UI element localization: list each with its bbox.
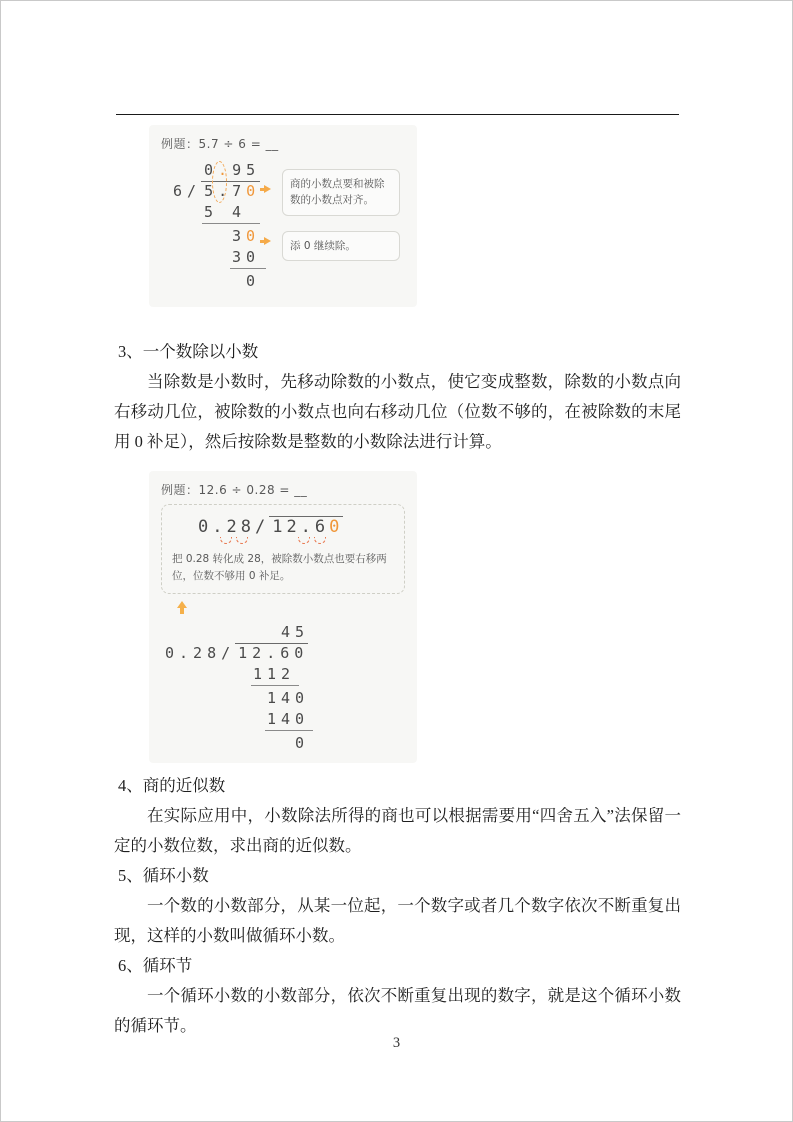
section4-heading: 4、商的近似数 [118,776,226,795]
callout-add-zero: 添 0 继续除。 [282,231,400,261]
division-slash: / [254,517,270,537]
dividend-main: 12.6 [238,643,295,662]
transform-divisor: 0.28 [198,517,255,537]
up-arrow-icon [177,601,187,614]
right-arrow-icon [260,237,272,246]
dividend-appended-zero: 0 [294,643,309,662]
subtraction-row-1: 5 4 [204,203,247,221]
quotient-row: 45 [281,622,310,641]
example1-title: 例题：5.7 ÷ 6 = __ [161,137,279,151]
dividend-main: 5.7 [204,182,247,200]
example2-long-division [161,622,405,754]
section6-heading: 6、循环节 [118,956,193,975]
transform-dividend-zero: 0 [329,517,344,537]
subtraction-row-2: 30 [232,248,261,266]
decimal-align-ellipse [212,161,227,203]
subtraction-row-1: 112 [253,664,296,683]
section5-body: 一个数的小数部分，从某一位起，一个数字或者几个数字依次不断重复出现，这样的小数叫做循环小数。 [114,896,681,945]
transform-dividend [269,516,343,537]
decimal-shift-arc-icon [298,537,310,544]
transformed-expression [198,515,394,545]
remainder-row-1: 140 [267,688,310,707]
page-number: 3 [392,1035,401,1051]
decimal-shift-arc-icon [236,537,248,544]
content-column [114,125,681,1041]
appended-zero: 0 [246,227,261,245]
transform-note: 把 0.28 转化成 28，被除数小数点也要右移两位，位数不够用 0 补足。 [172,553,387,582]
dividend-appended-zero: 0 [246,182,261,200]
dividend [201,181,260,200]
divisor: 6 [173,182,188,200]
divisor: 0.28 [165,643,222,662]
remainder-digit: 3 [232,227,247,245]
section5-heading: 5、循环小数 [118,866,209,885]
section3-heading: 3、一个数除以小数 [118,342,259,361]
quotient-decimal-point: . [218,161,233,179]
section6-body: 一个循环小数的小数部分，依次不断重复出现的数字，就是这个循环小数的循环节。 [114,986,681,1035]
divisor-dividend-row [165,643,405,664]
example-box-1 [149,125,417,307]
quotient-frac: 95 [232,161,261,179]
subtraction-row-2: 140 [267,709,310,728]
example-box-2 [149,471,417,763]
quotient-int: 0 [204,161,219,179]
decimal-shift-arc-icon [220,537,232,544]
header-rule [116,114,679,115]
dividend [235,643,308,662]
example2-title: 例题：12.6 ÷ 0.28 = __ [161,483,308,497]
final-remainder-row: 0 [246,272,261,290]
transform-dividend-main: 12.6 [272,517,330,537]
decimal-shift-arc-icon [314,537,326,544]
section3-body: 当除数是小数时，先移动除数的小数点，使它变成整数，除数的小数点向右移动几位，被除数的小数点也向右移动几位（位数不够的，在被除数的末尾用 0 补足），然后按除数是整数的小数除法进行计算。 [114,372,681,451]
division-slash: / [221,643,236,662]
decimal-shift-box [161,504,405,594]
section4-body: 在实际应用中，小数除法所得的商也可以根据需要用“四舍五入”法保留一定的小数位数，求出商的近似数。 [114,806,681,855]
final-remainder-row: 0 [295,733,310,752]
callout-decimal-align: 商的小数点要和被除数的小数点对齐。 [282,169,400,216]
division-slash: / [187,182,202,200]
right-arrow-icon [260,185,272,194]
